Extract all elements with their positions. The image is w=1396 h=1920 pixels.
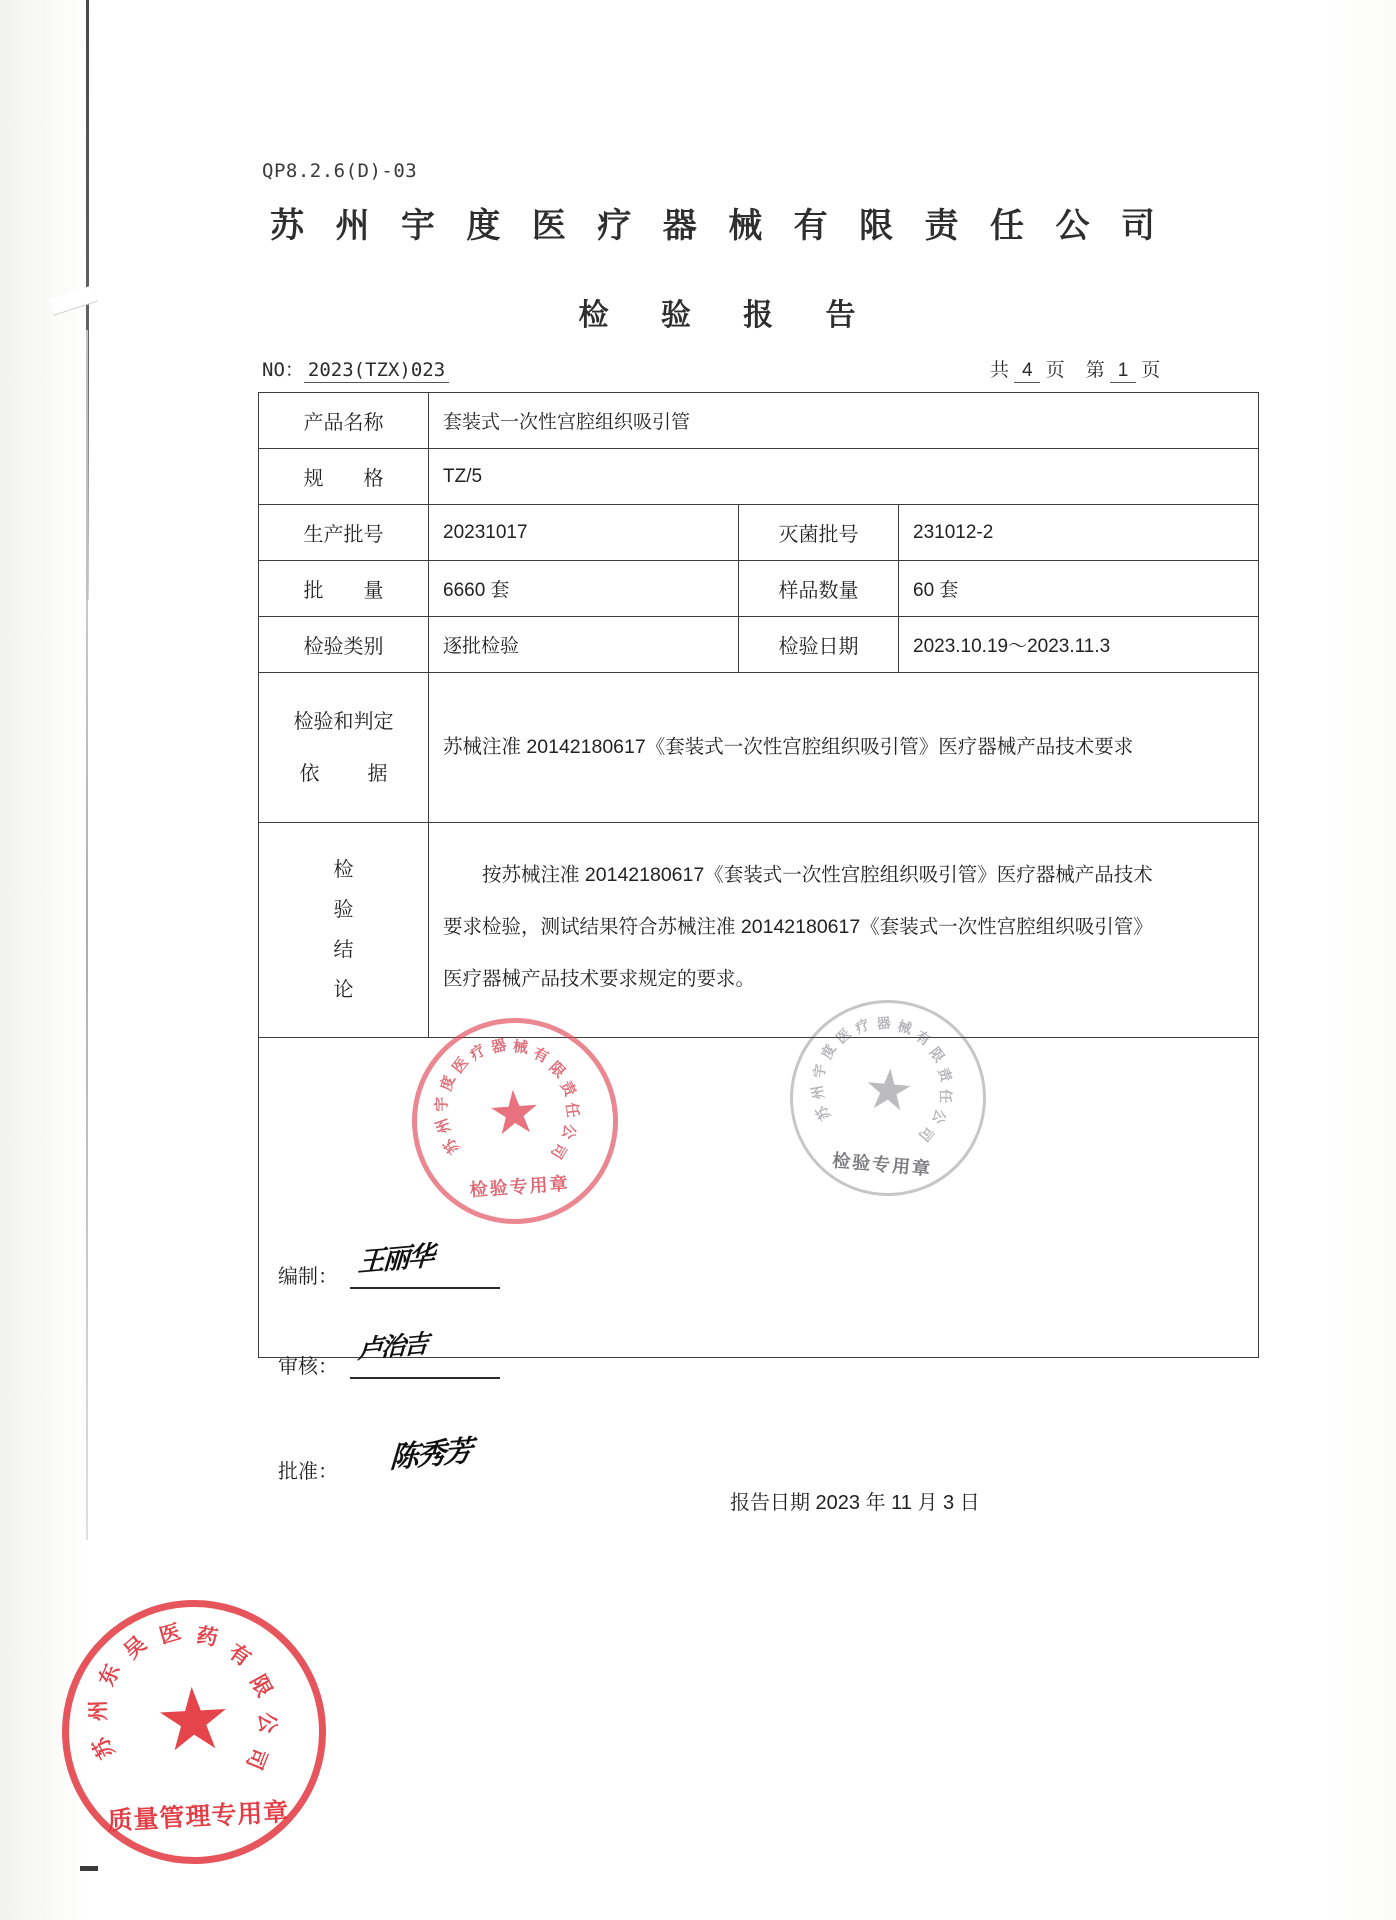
page-total-value: 4 bbox=[1014, 360, 1040, 383]
table-row-spec bbox=[259, 449, 1259, 505]
signature-approved-label: 批准： bbox=[278, 1461, 338, 1483]
value-sample-qty: 60 套 bbox=[899, 561, 1259, 617]
page-current-suffix: 页 bbox=[1141, 360, 1161, 381]
table-row-basis bbox=[259, 673, 1259, 823]
label-spec: 规 格 bbox=[259, 449, 429, 505]
table-row-product-name bbox=[259, 393, 1259, 449]
label-sample-qty: 样品数量 bbox=[739, 561, 899, 617]
label-conclusion-char-3: 结 bbox=[333, 939, 354, 961]
star-icon: ★ bbox=[152, 1669, 235, 1770]
red-seal-arc-text: 苏 州 宇 度 医 疗 器 械 有 限 责 任 公 司 bbox=[433, 1036, 582, 1162]
label-inspect-type: 检验类别 bbox=[259, 617, 429, 673]
report-date: 报告日期 2023 年 11 月 3 日 bbox=[730, 1492, 980, 1514]
label-basis bbox=[259, 673, 429, 823]
report-number-label: NO： bbox=[262, 359, 304, 381]
label-conclusion-char-2: 验 bbox=[333, 899, 354, 921]
value-spec: TZ/5 bbox=[429, 449, 1259, 505]
report-title: 检 验 报 告 bbox=[578, 299, 878, 332]
table-row-conclusion bbox=[259, 823, 1259, 1038]
star-icon: ★ bbox=[860, 1056, 917, 1124]
label-inspect-date: 检验日期 bbox=[739, 617, 899, 673]
page-count bbox=[990, 355, 1160, 383]
signature-reviewed-label: 审核： bbox=[278, 1356, 338, 1378]
grey-seal-arc-text: 苏 州 宇 度 医 疗 器 械 有 限 责 任 公 司 bbox=[808, 1014, 955, 1145]
signature-approved bbox=[278, 1433, 500, 1484]
label-batch-qty: 批 量 bbox=[259, 561, 429, 617]
value-inspect-date: 2023.10.19～2023.11.3 bbox=[899, 617, 1259, 673]
value-basis-text: 苏械注准 20142180617《套装式一次性宫腔组织吸引管》医疗器械产品技术要求 bbox=[429, 673, 1259, 823]
label-basis-line2: 依 据 bbox=[299, 762, 402, 785]
label-product-name: 产品名称 bbox=[259, 393, 429, 449]
signature-reviewed-handwriting: 卢治吉 bbox=[356, 1328, 428, 1365]
document-code: QP8.2.6(D)-03 bbox=[262, 160, 418, 182]
signature-prepared-handwriting: 王丽华 bbox=[356, 1240, 434, 1279]
page-total-suffix: 页 bbox=[1045, 360, 1065, 381]
conclusion-line-3: 医疗器械产品技术要求规定的要求。 bbox=[443, 967, 756, 990]
report-number-value: 2023(TZX)023 bbox=[304, 359, 449, 383]
table-row-batch-qty bbox=[259, 561, 1259, 617]
signature-prepared-label: 编制： bbox=[278, 1266, 338, 1288]
star-icon: ★ bbox=[485, 1077, 544, 1148]
signature-area bbox=[258, 1150, 1258, 1540]
report-number bbox=[262, 355, 449, 382]
signature-approved-line bbox=[350, 1433, 500, 1484]
conclusion-line-2: 要求检验，测试结果符合苏械注准 20142180617《套装式一次性宫腔组织吸引管》 bbox=[443, 916, 1153, 939]
page-current-prefix: 第 bbox=[1085, 360, 1105, 381]
label-basis-line1: 检验和判定 bbox=[293, 710, 394, 733]
company-name: 苏 州 宇 度 医 疗 器 械 有 限 责 任 公 司 bbox=[270, 207, 1166, 245]
red-seal-bottom-text: 检验专用章 bbox=[469, 1173, 571, 1201]
page-total-prefix: 共 bbox=[990, 360, 1010, 381]
label-conclusion-char-4: 论 bbox=[333, 979, 354, 1001]
signature-reviewed-line bbox=[350, 1328, 500, 1379]
signature-prepared bbox=[278, 1240, 500, 1289]
signature-reviewed bbox=[278, 1328, 500, 1379]
value-batch-no: 20231017 bbox=[429, 505, 739, 561]
conclusion-line-1: 按苏械注准 20142180617《套装式一次性宫腔组织吸引管》医疗器械产品技术 bbox=[482, 864, 1153, 887]
page-current-value: 1 bbox=[1110, 360, 1136, 383]
big-seal-arc-text: 苏 州 东 吴 医 药 有 限 公 司 bbox=[86, 1620, 279, 1773]
table-row-batch-no bbox=[259, 505, 1259, 561]
signature-approved-handwriting: 陈秀芳 bbox=[388, 1433, 472, 1475]
signature-prepared-line bbox=[350, 1240, 500, 1289]
value-sterilize-batch: 231012-2 bbox=[899, 505, 1259, 561]
scan-binding-artifact-lower bbox=[86, 330, 88, 1540]
label-conclusion-char-1: 检 bbox=[333, 859, 354, 881]
big-seal-bottom-text: 质量管理专用章 bbox=[106, 1798, 291, 1836]
label-batch-no: 生产批号 bbox=[259, 505, 429, 561]
value-conclusion-text bbox=[429, 823, 1259, 1038]
table-row-inspect-type bbox=[259, 617, 1259, 673]
grey-seal-bottom-text: 检验专用章 bbox=[831, 1150, 933, 1180]
value-product-name: 套装式一次性宫腔组织吸引管 bbox=[429, 393, 1259, 449]
value-inspect-type: 逐批检验 bbox=[429, 617, 739, 673]
label-conclusion bbox=[259, 823, 429, 1038]
scan-bottom-mark bbox=[80, 1866, 98, 1871]
label-sterilize-batch: 灭菌批号 bbox=[739, 505, 899, 561]
value-batch-qty: 6660 套 bbox=[429, 561, 739, 617]
